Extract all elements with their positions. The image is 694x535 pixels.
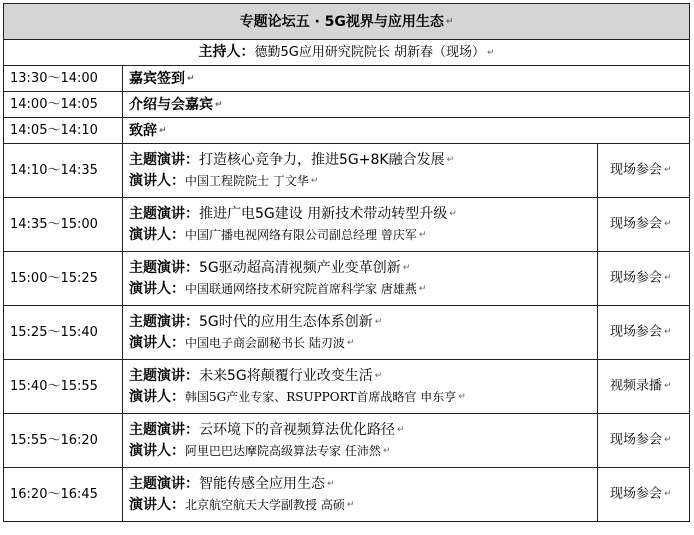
paragraph-mark: ↵ — [382, 445, 391, 456]
talk-row — [4, 414, 690, 468]
talk-speaker: 中国工程院院士 丁文华 — [185, 173, 309, 188]
agenda-table — [3, 3, 690, 522]
topic-line — [129, 258, 597, 279]
talk-detail-cell — [123, 414, 598, 468]
paragraph-mark: ↵ — [327, 478, 335, 489]
paragraph-mark: ↵ — [664, 273, 672, 284]
paragraph-mark: ↵ — [664, 165, 672, 176]
topic-label: 主题演讲： — [129, 313, 199, 330]
paragraph-mark: ↵ — [215, 99, 223, 110]
time-cell: 15:55～16:20 — [4, 414, 123, 468]
talk-topic: 5G时代的应用生态体系创新 — [199, 313, 373, 330]
paragraph-mark: ↵ — [458, 391, 466, 402]
session-name-cell — [123, 118, 690, 144]
time-cell: 14:00～14:05 — [4, 92, 123, 118]
speaker-line — [129, 387, 597, 408]
speaker-line — [129, 441, 597, 462]
paragraph-mark: ↵ — [374, 370, 383, 381]
speaker-label: 演讲人： — [129, 496, 185, 513]
speaker-label: 演讲人： — [129, 334, 185, 351]
attendance-mode-cell — [598, 198, 690, 252]
talk-topic: 智能传感全应用生态 — [199, 475, 325, 492]
paragraph-mark: ↵ — [310, 175, 319, 186]
talk-speaker: 中国广播电视网络有限公司副总经理 曾庆军 — [185, 227, 417, 242]
paragraph-mark: ↵ — [346, 499, 355, 510]
time-cell: 15:40～15:55 — [4, 360, 123, 414]
attendance-mode-cell — [598, 252, 690, 306]
forum-title: 专题论坛五 · 5G视界与应用生态 — [239, 13, 444, 30]
talk-row — [4, 468, 690, 522]
topic-label: 主题演讲： — [129, 205, 199, 222]
attendance-mode-cell — [598, 306, 690, 360]
title-row — [4, 4, 690, 40]
topic-label: 主题演讲： — [129, 475, 199, 492]
talk-row — [4, 360, 690, 414]
time-cell: 15:00～15:25 — [4, 252, 123, 306]
topic-line — [129, 312, 597, 333]
session-name: 致辞 — [129, 122, 157, 139]
talk-speaker: 韩国5G产业专家、RSUPPORT首席战略官 申东亨 — [185, 389, 457, 404]
talk-row — [4, 144, 690, 198]
talk-detail-cell — [123, 144, 598, 198]
session-name: 介绍与会嘉宾 — [129, 96, 213, 113]
talk-detail-cell — [123, 198, 598, 252]
attendance-mode-cell — [598, 468, 690, 522]
talk-detail-cell — [123, 252, 598, 306]
speaker-line — [129, 279, 597, 300]
speaker-line — [129, 225, 597, 246]
topic-label: 主题演讲： — [129, 259, 199, 276]
forum-title-cell — [4, 4, 690, 40]
attendance-mode: 现场参会 — [610, 162, 663, 178]
talk-speaker: 北京航空航天大学副教授 高硕 — [185, 497, 345, 512]
talk-row — [4, 252, 690, 306]
speaker-line — [129, 333, 597, 354]
host-value: 德勤5G应用研究院院长 胡新春（现场） — [254, 45, 485, 60]
paragraph-mark: ↵ — [449, 208, 457, 219]
talk-topic: 推进广电5G建设 用新技术带动转型升级 — [199, 205, 448, 222]
paragraph-mark: ↵ — [418, 283, 427, 294]
attendance-mode-cell — [598, 360, 690, 414]
paragraph-mark: ↵ — [374, 316, 383, 327]
host-row — [4, 40, 690, 66]
talk-detail-cell — [123, 306, 598, 360]
topic-line — [129, 150, 597, 171]
paragraph-mark: ↵ — [346, 337, 355, 348]
attendance-mode: 现场参会 — [610, 270, 663, 286]
attendance-mode: 现场参会 — [610, 486, 663, 502]
attendance-mode: 现场参会 — [610, 324, 663, 340]
paragraph-mark: ↵ — [418, 229, 427, 240]
paragraph-mark: ↵ — [446, 154, 455, 165]
topic-label: 主题演讲： — [129, 421, 199, 438]
paragraph-mark: ↵ — [664, 327, 672, 338]
speaker-label: 演讲人： — [129, 388, 185, 405]
talk-topic: 5G驱动超高清视频产业变革创新 — [199, 259, 401, 276]
topic-line — [129, 366, 597, 387]
paragraph-mark: ↵ — [445, 16, 454, 27]
attendance-mode: 现场参会 — [610, 432, 663, 448]
talk-speaker: 中国联通网络技术研究院首席科学家 唐雄燕 — [185, 281, 417, 296]
agenda-document — [3, 3, 689, 522]
paragraph-mark: ↵ — [187, 73, 195, 84]
paragraph-mark: ↵ — [664, 219, 672, 230]
talk-detail-cell — [123, 468, 598, 522]
paragraph-mark: ↵ — [397, 424, 405, 435]
topic-label: 主题演讲： — [129, 367, 199, 384]
topic-label: 主题演讲： — [129, 151, 199, 168]
speaker-label: 演讲人： — [129, 280, 185, 297]
topic-line — [129, 474, 597, 495]
attendance-mode-cell — [598, 414, 690, 468]
paragraph-mark: ↵ — [402, 262, 411, 273]
host-cell — [4, 40, 690, 66]
schedule-row — [4, 92, 690, 118]
session-name: 嘉宾签到 — [129, 70, 185, 87]
attendance-mode-cell — [598, 144, 690, 198]
talk-topic: 未来5G将颠覆行业改变生活 — [199, 367, 373, 384]
talk-speaker: 中国电子商会副秘书长 陆刃波 — [185, 335, 345, 350]
time-cell: 14:35～15:00 — [4, 198, 123, 252]
paragraph-mark: ↵ — [664, 489, 672, 500]
paragraph-mark: ↵ — [664, 435, 672, 446]
paragraph-mark: ↵ — [159, 125, 167, 136]
speaker-label: 演讲人： — [129, 442, 185, 459]
talk-speaker: 阿里巴巴达摩院高级算法专家 任沛然 — [185, 443, 381, 458]
paragraph-mark: ↵ — [486, 47, 495, 58]
time-cell: 15:25～15:40 — [4, 306, 123, 360]
schedule-row — [4, 118, 690, 144]
paragraph-mark: ↵ — [664, 381, 672, 392]
time-cell: 14:10～14:35 — [4, 144, 123, 198]
time-cell: 16:20～16:45 — [4, 468, 123, 522]
talk-detail-cell — [123, 360, 598, 414]
talk-row — [4, 198, 690, 252]
talk-topic: 打造核心竞争力，推进5G+8K融合发展 — [199, 151, 445, 168]
time-cell: 14:05～14:10 — [4, 118, 123, 144]
attendance-mode: 现场参会 — [610, 216, 663, 232]
speaker-label: 演讲人： — [129, 226, 185, 243]
schedule-row — [4, 66, 690, 92]
speaker-line — [129, 171, 597, 192]
time-cell: 13:30～14:00 — [4, 66, 123, 92]
session-name-cell — [123, 66, 690, 92]
host-label: 主持人： — [198, 44, 255, 60]
session-name-cell — [123, 92, 690, 118]
speaker-label: 演讲人： — [129, 172, 185, 189]
topic-line — [129, 420, 597, 441]
talk-row — [4, 306, 690, 360]
speaker-line — [129, 495, 597, 516]
topic-line — [129, 204, 597, 225]
attendance-mode: 视频录播 — [610, 378, 663, 394]
talk-topic: 云环境下的音视频算法优化路径 — [199, 421, 395, 438]
